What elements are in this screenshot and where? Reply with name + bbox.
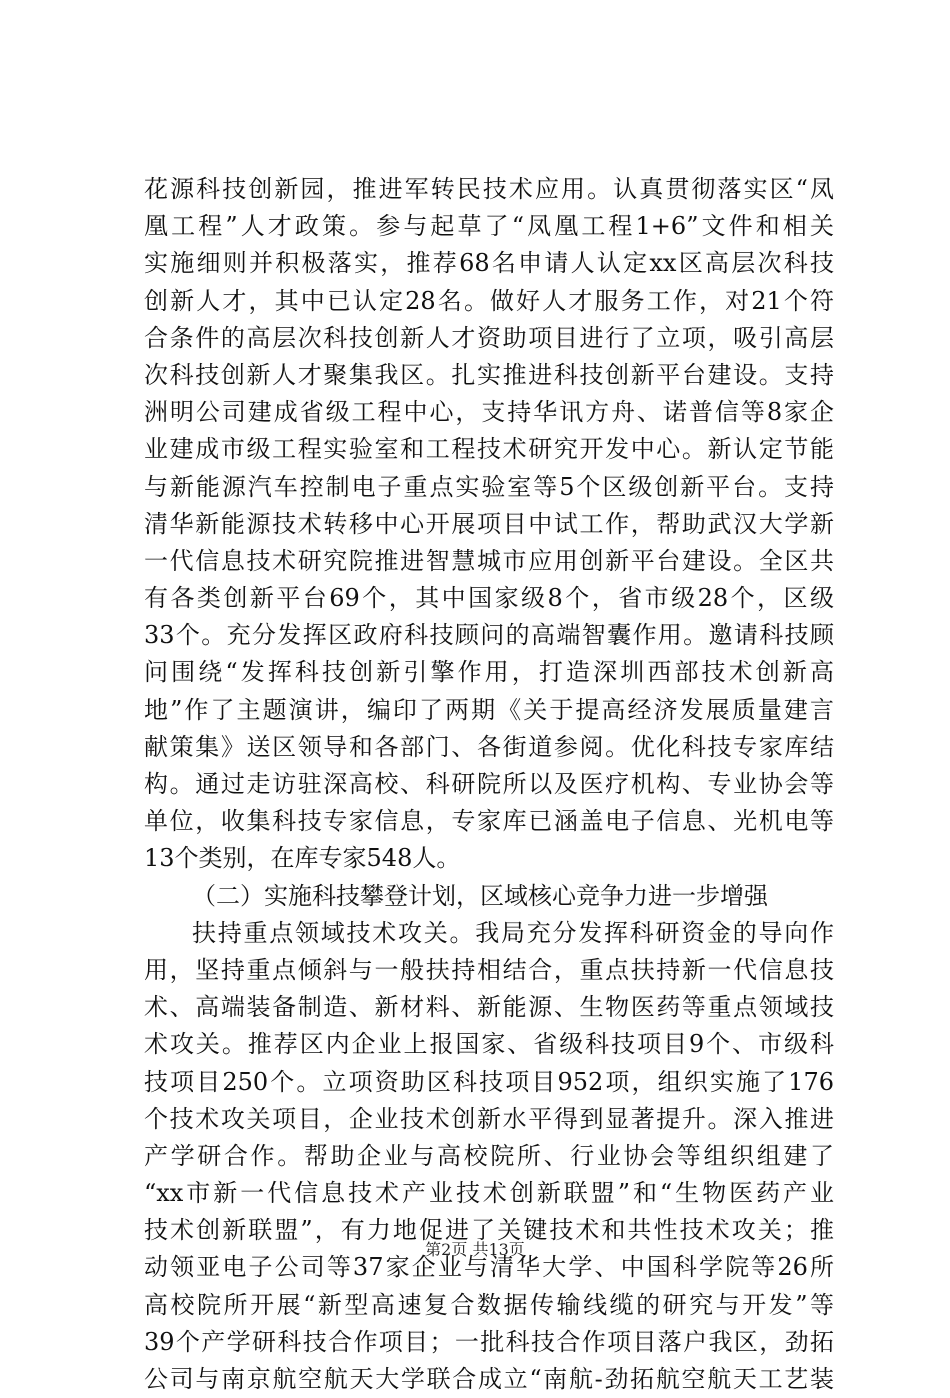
text-line: 一代信息技术研究院推进智慧城市应用创新平台建设。全区共 bbox=[144, 546, 834, 575]
text-line: 39个产学研科技合作项目；一批科技合作项目落户我区，劲拓 bbox=[144, 1327, 834, 1356]
text-line: 清华新能源技术转移中心开展项目中试工作，帮助武汉大学新 bbox=[144, 509, 834, 538]
text-line: 洲明公司建成省级工程中心，支持华讯方舟、诺普信等8家企 bbox=[144, 398, 834, 427]
text-line: 产学研合作。帮助企业与高校院所、行业协会等组织组建了 bbox=[144, 1141, 834, 1170]
section-heading: （二）实施科技攀登计划，区域核心竞争力进一步增强 bbox=[192, 881, 768, 910]
text-line: 地”作了主题演讲，编印了两期《关于提高经济发展质量建言 bbox=[144, 695, 834, 724]
text-line: 动领亚电子公司等37家企业与清华大学、中国科学院等26所 bbox=[144, 1253, 834, 1282]
text-line: 问围绕“发挥科技创新引擎作用，打造深圳西部技术创新高 bbox=[144, 658, 834, 687]
text-line: 技术创新联盟”，有力地促进了关键技术和共性技术攻关；推 bbox=[144, 1216, 834, 1245]
paragraph-talent-and-platforms bbox=[144, 171, 834, 878]
text-line: 创新人才，其中已认定28名。做好人才服务工作，对21个符 bbox=[144, 286, 834, 315]
text-line: 术、高端装备制造、新材料、新能源、生物医药等重点领域技 bbox=[144, 993, 834, 1022]
page-footer bbox=[0, 1240, 950, 1260]
text-line: 用，坚持重点倾斜与一般扶持相结合，重点扶持新一代信息技 bbox=[144, 955, 834, 984]
text-line: 次科技创新人才聚集我区。扎实推进科技创新平台建设。支持 bbox=[144, 360, 834, 389]
text-line: 与新能源汽车控制电子重点实验室等5个区级创新平台。支持 bbox=[144, 472, 834, 501]
text-line: 公司与南京航空航天大学联合成立“南航-劲拓航空航天工艺装 bbox=[144, 1365, 834, 1393]
text-line: 33个。充分发挥区政府科技顾问的高端智囊作用。邀请科技顾 bbox=[144, 621, 834, 650]
text-line: 高校院所开展“新型高速复合数据传输线缆的研究与开发”等 bbox=[144, 1290, 834, 1319]
text-line: 凰工程”人才政策。参与起草了“凤凰工程1+6”文件和相关 bbox=[144, 212, 834, 241]
text-line: 13个类别，在库专家548人。 bbox=[144, 844, 461, 873]
page-number-label: 第2页 共13页 bbox=[425, 1240, 525, 1259]
document-body bbox=[144, 171, 834, 1398]
text-line: 有各类创新平台69个，其中国家级8个，省市级28个，区级 bbox=[144, 584, 834, 613]
text-line: 个技术攻关项目，企业技术创新水平得到显著提升。深入推进 bbox=[144, 1104, 834, 1133]
paragraph-tech-research bbox=[144, 915, 834, 1398]
text-line: 合条件的高层次科技创新人才资助项目进行了立项，吸引高层 bbox=[144, 323, 834, 352]
text-line: 扶持重点领域技术攻关。我局充分发挥科研资金的导向作 bbox=[192, 918, 834, 947]
text-line: 花源科技创新园，推进军转民技术应用。认真贯彻落实区“凤 bbox=[144, 175, 834, 203]
text-line: 构。通过走访驻深高校、科研院所以及医疗机构、专业协会等 bbox=[144, 770, 834, 798]
text-line: 术攻关。推荐区内企业上报国家、省级科技项目9个、市级科 bbox=[144, 1030, 834, 1059]
text-line: “xx市新一代信息技术产业技术创新联盟”和“生物医药产业 bbox=[144, 1179, 834, 1208]
text-line: 单位，收集科技专家信息，专家库已涵盖电子信息、光机电等 bbox=[144, 807, 834, 836]
text-line: 实施细则并积极落实，推荐68名申请人认定xx区高层次科技 bbox=[144, 249, 834, 278]
text-line: 技项目250个。立项资助区科技项目952项，组织实施了176 bbox=[144, 1067, 834, 1096]
text-line: 业建成市级工程实验室和工程技术研究开发中心。新认定节能 bbox=[144, 435, 834, 464]
text-line: 献策集》送区领导和各部门、各街道参阅。优化科技专家库结 bbox=[144, 732, 834, 761]
